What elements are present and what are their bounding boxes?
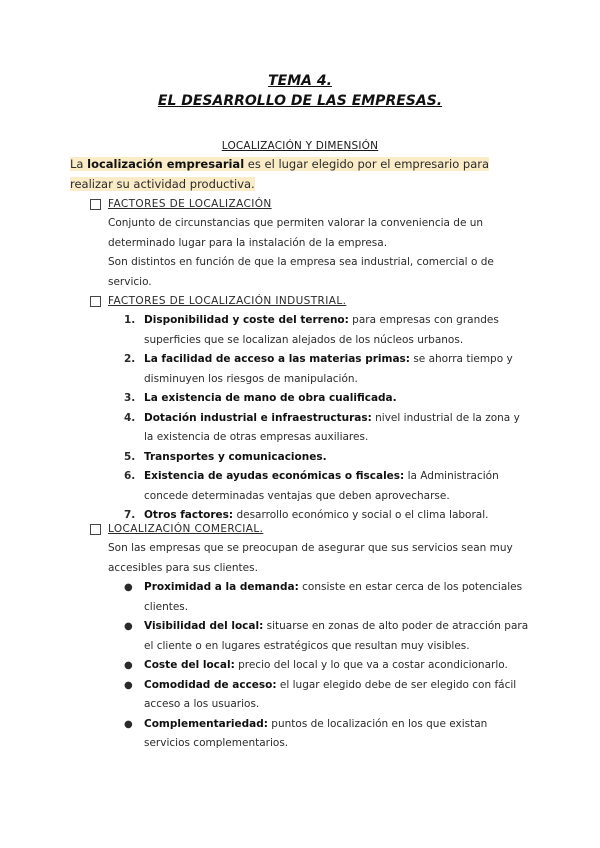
item-text: para empresas con grandes superficies que se localizan alejados de los núcleos urbanos. — [144, 314, 499, 346]
item-text: el lugar elegido debe de ser elegido con fácil acceso a los usuarios. — [144, 678, 517, 710]
item-number: 4. — [124, 411, 136, 424]
bullet-icon: ● — [124, 679, 133, 691]
item-term: Proximidad a la demanda: — [144, 581, 299, 593]
item-number: 6. — [124, 470, 136, 482]
factores-heading: FACTORES DE LOCALIZACIÓN — [108, 198, 272, 210]
document-title-line1: TEMA 4. — [268, 73, 332, 89]
checkbox-icon[interactable] — [90, 199, 101, 210]
list-item — [124, 617, 530, 656]
list-item — [124, 350, 530, 389]
list-item — [124, 578, 530, 617]
item-term: Otros factores: — [144, 509, 234, 521]
list-item — [124, 311, 530, 350]
item-text: consiste en estar cerca de los potenciales clientes. — [144, 581, 523, 613]
intro-term: localización empresarial — [87, 157, 245, 171]
factores-paragraph-1: Conjunto de circunstancias que permiten valorar la conveniencia de un determinado lugar para la instalación de la empresa. — [108, 217, 484, 249]
item-text: situarse en zonas de alto poder de atracción para el cliente o en lugares estratégicos que resultan muy visibles. — [144, 620, 529, 652]
document-title-line2: EL DESARROLLO DE LAS EMPRESAS. — [157, 93, 443, 109]
industrial-heading: FACTORES DE LOCALIZACIÓN INDUSTRIAL. — [108, 295, 347, 307]
item-text: precio del local y lo que va a costar acondicionarlo. — [234, 659, 508, 671]
industrial-section — [90, 292, 530, 526]
checkbox-icon[interactable] — [90, 524, 101, 535]
industrial-heading-row — [90, 292, 530, 311]
section-title: LOCALIZACIÓN Y DIMENSIÓN — [221, 140, 379, 152]
intro-post: es el lugar elegido por el empresario para realizar su actividad productiva. — [70, 157, 490, 191]
item-term: Transportes y comunicaciones. — [144, 450, 327, 463]
item-term: Coste del local: — [144, 659, 235, 671]
item-text: desarrollo económico y social o el clima laboral. — [233, 509, 489, 521]
industrial-list — [124, 311, 530, 526]
item-term: Complementariedad: — [144, 717, 268, 730]
bullet-icon: ● — [124, 621, 133, 632]
item-term: Dotación industrial e infraestructuras: — [144, 411, 372, 424]
item-number: 2. — [124, 353, 136, 365]
item-term: Visibilidad del local: — [144, 620, 264, 632]
intro-highlight — [70, 157, 489, 191]
item-term: Comodidad de acceso: — [144, 678, 277, 691]
item-term: Disponibilidad y coste del terreno: — [144, 314, 349, 326]
item-number: 7. — [124, 509, 136, 521]
comercial-heading: LOCALIZACIÓN COMERCIAL. — [108, 523, 264, 535]
list-item — [124, 676, 530, 715]
intro-paragraph — [70, 154, 532, 194]
item-number: 3. — [124, 392, 136, 404]
list-item — [124, 409, 530, 448]
list-item — [124, 715, 530, 754]
list-item — [124, 656, 530, 676]
item-text: se ahorra tiempo y disminuyen los riesgos de manipulación. — [144, 353, 513, 385]
bullet-icon: ● — [124, 718, 133, 730]
intro-pre: La — [70, 157, 88, 171]
item-number: 5. — [124, 450, 136, 463]
factores-heading-row — [90, 195, 530, 214]
factores-section — [90, 195, 530, 292]
comercial-heading-row — [90, 520, 530, 539]
checkbox-icon[interactable] — [90, 296, 101, 307]
list-item — [124, 389, 530, 409]
item-term: La facilidad de acceso a las materias primas: — [144, 353, 410, 365]
list-item — [124, 448, 530, 468]
bullet-icon: ● — [124, 660, 133, 671]
item-number: 1. — [124, 314, 136, 326]
item-text: puntos de localización en los que existan servicios complementarios. — [144, 717, 488, 749]
item-term: Existencia de ayudas económicas o fiscales: — [144, 470, 405, 482]
item-term: La existencia de mano de obra cualificada. — [144, 392, 397, 404]
list-item — [124, 467, 530, 506]
item-text: la Administración concede determinadas ventajas que deben aprovecharse. — [144, 470, 499, 502]
item-text: nivel industrial de la zona y la existencia de otras empresas auxiliares. — [144, 411, 520, 443]
comercial-section — [90, 520, 530, 754]
bullet-icon: ● — [124, 582, 133, 593]
factores-paragraph-2: Son distintos en función de que la empresa sea industrial, comercial o de servicio. — [108, 256, 494, 288]
comercial-paragraph: Son las empresas que se preocupan de asegurar que sus servicios sean muy accesibles para sus clientes. — [108, 542, 513, 574]
comercial-list — [124, 578, 530, 754]
